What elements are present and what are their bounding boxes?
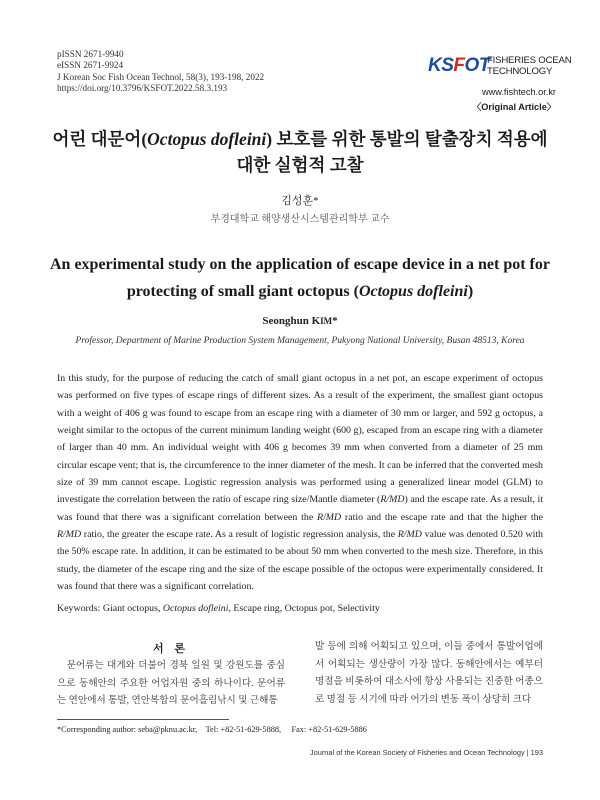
abstract-rmd: R/MD bbox=[57, 529, 82, 541]
keyword-2: Octopus dofleini bbox=[162, 603, 229, 614]
title-ko-post: ) 보호를 위한 통발의 탈출장치 적용에 bbox=[266, 129, 548, 149]
keywords bbox=[57, 603, 543, 614]
logo-acronym-red: F bbox=[453, 55, 465, 76]
website-link[interactable]: www.fishtech.or.kr bbox=[481, 87, 556, 97]
abstract-part-4: ratio, the greater the escape rate. As a result of logistic regression analysis, the bbox=[81, 529, 398, 541]
keyword-rest: , Escape ring, Octopus pot, Selectivity bbox=[228, 603, 380, 614]
abstract-part-3: ratio and the escape rate and that the higher the bbox=[341, 511, 543, 523]
eissn: eISSN 2671-9924 bbox=[57, 60, 124, 71]
footnote-tel: Tel: +82-51-629-5888, bbox=[205, 725, 282, 734]
abstract-rmd: R/MD bbox=[317, 511, 342, 523]
article-type: 〈Original Article〉 bbox=[472, 102, 556, 112]
title-en-pre: protecting of small giant octopus ( bbox=[126, 283, 359, 300]
logo-line-2: TECHNOLOGY bbox=[487, 66, 553, 77]
title-ko-line-2: 대한 실험적 고찰 bbox=[236, 155, 364, 175]
ksfot-logo bbox=[428, 53, 572, 81]
affiliation-english: Professor, Department of Marine Production System Management, Pukyong National University, Busan 48513, Korea bbox=[75, 336, 525, 346]
footnote bbox=[57, 725, 367, 734]
author-family-rest: IM bbox=[320, 316, 333, 326]
citation: J Korean Soc Fish Ocean Technol, 58(3), 193-198, 2022 bbox=[57, 71, 265, 82]
title-korean bbox=[40, 126, 560, 178]
intro-right-column: 발 등에 의해 어획되고 있으며, 이들 중에서 통발어업에서 어획되는 생산량이 가장 많다. 동해안에서는 예부터 명절을 비롯하여 대소사에 항상 사용되는 진중한 어종으로 명절 등 시기에 따라 어가의 변동 폭이 상당히 크다 bbox=[315, 641, 543, 705]
logo-acronym-rest: OT bbox=[464, 55, 490, 76]
pissn: pISSN 2671-9940 bbox=[57, 49, 124, 59]
abstract-rmd: R/MD bbox=[380, 494, 405, 506]
logo-line-1: FISHERIES OCEAN bbox=[487, 55, 572, 66]
abstract bbox=[57, 370, 543, 595]
keyword-1: Giant octopus, bbox=[102, 603, 163, 614]
journal-meta bbox=[57, 49, 264, 95]
title-en-species: Octopus dofleini bbox=[358, 283, 468, 300]
logo-acronym bbox=[428, 55, 490, 77]
author-given: Seonghun bbox=[262, 315, 312, 327]
author-family-initial: K bbox=[311, 315, 321, 327]
journal-footer: Journal of the Korean Society of Fisheries and Ocean Technology | 193 bbox=[309, 748, 543, 757]
keywords-label: Keywords: bbox=[57, 603, 103, 614]
footnote-corresponding: *Corresponding author: seba@pknu.ac.kr, bbox=[57, 725, 198, 734]
title-ko-species: Octopus dofleini bbox=[147, 129, 267, 149]
author-english bbox=[40, 315, 560, 327]
intro-left-column: 문어류는 대게와 더불어 경북 일원 및 강원도를 중심으로 동해안의 주요한 어업자원 중의 하나이다. 문어류는 연안에서 통발, 연안복합의 문어흘림낚시 및 근해통 bbox=[57, 660, 285, 706]
abstract-part-5: value was denoted 0.520 with the 50% escape rate. In addition, it can be estimated to be about 50 mm when converted to the mesh size. Therefore, in this study, the diameter of the escape ring and the size of the escape possible of the octopus were experimentally considered. It was found that there was a significant correlation. bbox=[57, 529, 544, 593]
title-en-line-1: An experimental study on the application of escape device in a net pot for bbox=[50, 256, 550, 273]
logo-acronym-blue: KS bbox=[428, 55, 454, 76]
title-en-post: ) bbox=[467, 283, 474, 300]
author-korean: 김성훈* bbox=[281, 195, 319, 207]
abstract-part-2: ) and the escape rate. As a result, it was found that there was a significant correlation between the bbox=[57, 494, 544, 523]
author-mark: * bbox=[332, 315, 338, 327]
section-title-introduction: 서 론 bbox=[152, 643, 189, 655]
footnote-divider bbox=[57, 719, 229, 720]
doi-link[interactable]: https://doi.org/10.3796/KSFOT.2022.58.3.193 bbox=[57, 83, 228, 94]
abstract-rmd: R/MD bbox=[397, 529, 422, 541]
affiliation-korean: 부경대학교 해양생산시스템관리학부 교수 bbox=[210, 214, 390, 225]
title-english bbox=[40, 251, 560, 305]
title-ko-pre: 어린 대문어( bbox=[52, 129, 148, 149]
footnote-fax: Fax: +82-51-629-5886 bbox=[291, 725, 367, 734]
abstract-part-1: In this study, for the purpose of reducing the catch of small giant octopus in a net pot, an escape experiment of octopus was performed on five types of escape rings of different sizes. As a result of the experiment, the smallest giant octopus with a weight of 406 g was found to escape from an escape ring with a diameter of 30 mm or larger, and 592 g octopus, a weight similar to the octopus of the current minimum landing weight (600 g), escaped from an escape ring with a diameter of larger than 40 mm. An individual weight with 406 g becomes 39 mm when converted from a diameter of 25 mm circular escape vent; that is, the circumference to the inner diameter of the mesh. It can be inferred that the converted mesh size of 39 mm cannot escape. Logistic regression analysis was performed using a generalized linear model (GLM) to investigate the correlation between the ratio of escape ring size/Mantle diameter ( bbox=[57, 373, 543, 506]
